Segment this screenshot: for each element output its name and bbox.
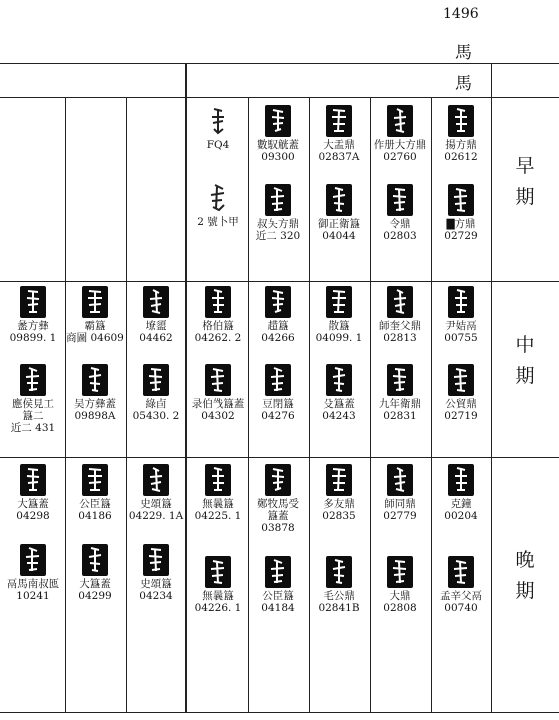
rubbing-glyph-image xyxy=(448,105,474,137)
head-character-variant: 馬 xyxy=(455,74,472,94)
rubbing-glyph-image xyxy=(205,364,231,396)
rubbing-glyph-image xyxy=(265,286,291,318)
catalog-number: 04184 xyxy=(261,602,295,614)
catalog-number: 簋蓋 xyxy=(267,510,289,522)
vessel-name: 趞簋 xyxy=(267,320,289,332)
catalog-number: 04276 xyxy=(261,410,295,422)
catalog-number: 04462 xyxy=(139,332,173,344)
glyph-entry xyxy=(370,556,430,614)
vessel-name: 綠卣 xyxy=(145,398,167,410)
glyph-entry xyxy=(65,364,125,422)
glyph-entry xyxy=(309,364,369,422)
catalog-number: 02837A xyxy=(318,151,360,163)
rubbing-glyph-image xyxy=(205,286,231,318)
glyph-entry xyxy=(248,464,308,534)
glyph-entry xyxy=(3,464,63,522)
glyph-entry xyxy=(126,364,186,422)
vessel-name: 史頌簋 xyxy=(140,498,172,510)
rubbing-glyph-image xyxy=(448,464,474,496)
vessel-name: 數馭觥蓋 xyxy=(257,139,299,151)
catalog-number: 商圖 04609 xyxy=(66,332,124,344)
vessel-name: 史頌簋 xyxy=(140,578,172,590)
rubbing-glyph-image xyxy=(265,105,291,137)
rubbing-glyph-image xyxy=(326,184,352,216)
catalog-number: 02835 xyxy=(322,510,356,522)
glyph-entry xyxy=(3,286,63,344)
vessel-name: 霸簋 xyxy=(84,320,106,332)
vessel-name: 公臣簋 xyxy=(262,590,294,602)
catalog-number: 04099. 1 xyxy=(315,332,363,344)
rubbing-glyph-image xyxy=(20,364,46,396)
vessel-name: 大簋蓋 xyxy=(17,498,49,510)
catalog-number: 02729 xyxy=(444,230,478,242)
period-label-early: 早 期 xyxy=(515,155,535,208)
rubbing-glyph-image xyxy=(326,105,352,137)
rubbing-glyph-image xyxy=(448,184,474,216)
vessel-name: 孟辛父鬲 xyxy=(440,590,482,602)
rubbing-glyph-image xyxy=(387,464,413,496)
glyph-entry xyxy=(248,286,308,344)
catalog-number: 04262. 2 xyxy=(194,332,242,344)
catalog-number: 04229. 1A xyxy=(128,510,184,522)
rubbing-glyph-image xyxy=(265,364,291,396)
catalog-number: 03878 xyxy=(261,522,295,534)
vessel-name: 大盂鼎 xyxy=(323,139,355,151)
rubbing-glyph-image xyxy=(20,286,46,318)
catalog-number: 04302 xyxy=(201,410,235,422)
vessel-name: 揚方鼎 xyxy=(445,139,477,151)
catalog-number: 00740 xyxy=(444,602,478,614)
vessel-name: 無曩簋 xyxy=(202,590,234,602)
vessel-name: 鄭牧馬受 xyxy=(257,498,299,510)
vessel-name: 克鐘 xyxy=(450,498,472,510)
glyph-entry xyxy=(370,286,430,344)
catalog-number: 04243 xyxy=(322,410,356,422)
catalog-number: 02779 xyxy=(383,510,417,522)
glyph-entry xyxy=(309,556,369,614)
catalog-number: 04226. 1 xyxy=(194,602,242,614)
vessel-name: 散簋 xyxy=(328,320,350,332)
glyph-entry xyxy=(65,544,125,602)
glyph-entry xyxy=(431,556,491,614)
glyph-entry xyxy=(370,464,430,522)
table-rule xyxy=(0,63,559,64)
glyph-entry xyxy=(431,364,491,422)
vessel-name: 录伯㦰簋蓋 xyxy=(191,398,245,410)
vessel-name: 御正衛簋 xyxy=(318,218,360,230)
glyph-entry xyxy=(3,364,63,434)
rubbing-glyph-image xyxy=(326,556,352,588)
glyph-entry xyxy=(431,184,491,242)
glyph-entry xyxy=(188,556,248,614)
vessel-name: 2 號卜甲 xyxy=(197,216,239,228)
catalog-number: 04234 xyxy=(139,590,173,602)
glyph-entry xyxy=(126,286,186,344)
rubbing-glyph-image xyxy=(265,464,291,496)
rubbing-glyph-image xyxy=(143,364,169,396)
vessel-name: 吴方彝蓋 xyxy=(74,398,116,410)
vessel-name: ▇方鼎 xyxy=(446,218,476,230)
catalog-number: 04225. 1 xyxy=(194,510,242,522)
rubbing-glyph-image xyxy=(143,464,169,496)
glyph-entry xyxy=(370,364,430,422)
vessel-name: 尹姞鬲 xyxy=(445,320,477,332)
rubbing-glyph-image xyxy=(326,286,352,318)
catalog-number: 05430. 2 xyxy=(132,410,180,422)
rubbing-glyph-image xyxy=(82,286,108,318)
vessel-name: 盠方彝 xyxy=(17,320,49,332)
vessel-name: 令鼎 xyxy=(389,218,411,230)
vessel-name: 師同鼎 xyxy=(384,498,416,510)
vessel-name: 格伯簋 xyxy=(202,320,234,332)
vessel-name: 叔夨方鼎 xyxy=(257,218,299,230)
glyph-entry xyxy=(309,464,369,522)
glyph-entry xyxy=(188,364,248,422)
rubbing-glyph-image xyxy=(387,184,413,216)
vessel-name: 㙩盨 xyxy=(145,320,167,332)
rubbing-glyph-image xyxy=(448,364,474,396)
catalog-number: 近二 320 xyxy=(255,230,301,242)
rubbing-glyph-image xyxy=(82,464,108,496)
glyph-entry xyxy=(188,182,248,228)
rubbing-glyph-image xyxy=(326,464,352,496)
table-rule xyxy=(0,97,559,98)
catalog-number: 09300 xyxy=(261,151,295,163)
catalog-number: 近二 431 xyxy=(10,422,56,434)
rubbing-glyph-image xyxy=(143,544,169,576)
rubbing-glyph-image xyxy=(326,364,352,396)
glyph-entry xyxy=(3,544,63,602)
rubbing-glyph-image xyxy=(205,182,231,214)
period-label-middle: 中 期 xyxy=(515,334,535,387)
glyph-entry xyxy=(126,464,186,522)
rubbing-glyph-image xyxy=(143,286,169,318)
vessel-name: 公貿鼎 xyxy=(445,398,477,410)
glyph-entry xyxy=(309,105,369,163)
glyph-entry xyxy=(248,364,308,422)
catalog-number: 10241 xyxy=(16,590,50,602)
rubbing-glyph-image xyxy=(387,105,413,137)
vessel-name: FQ4 xyxy=(206,139,230,151)
vessel-name: 多友鼎 xyxy=(323,498,355,510)
rubbing-glyph-image xyxy=(205,556,231,588)
rubbing-glyph-image xyxy=(82,364,108,396)
glyph-entry xyxy=(188,105,248,151)
vessel-name: 殳簋蓋 xyxy=(323,398,355,410)
rubbing-glyph-image xyxy=(448,286,474,318)
catalog-number: 02808 xyxy=(383,602,417,614)
catalog-number: 簋二 xyxy=(22,410,44,422)
catalog-number: 00204 xyxy=(444,510,478,522)
glyph-entry xyxy=(431,105,491,163)
vessel-name: 師奎父鼎 xyxy=(379,320,421,332)
glyph-entry xyxy=(188,286,248,344)
catalog-number: 02612 xyxy=(444,151,478,163)
rubbing-glyph-image xyxy=(265,184,291,216)
vessel-name: 豆閉簋 xyxy=(262,398,294,410)
glyph-entry xyxy=(65,286,125,344)
catalog-number: 04298 xyxy=(16,510,50,522)
rubbing-glyph-image xyxy=(387,556,413,588)
catalog-number: 02831 xyxy=(383,410,417,422)
rubbing-glyph-image xyxy=(265,556,291,588)
catalog-number: 09899. 1 xyxy=(9,332,57,344)
rubbing-glyph-image xyxy=(205,105,231,137)
glyph-entry xyxy=(309,286,369,344)
vessel-name: 鬲馬南叔匜 xyxy=(6,578,60,590)
rubbing-glyph-image xyxy=(205,464,231,496)
glyph-entry xyxy=(370,184,430,242)
vessel-name: 毛公鼎 xyxy=(323,590,355,602)
vessel-name: 大鼎 xyxy=(389,590,411,602)
catalog-number: 04186 xyxy=(78,510,112,522)
glyph-entry xyxy=(309,184,369,242)
catalog-number: 02813 xyxy=(383,332,417,344)
rubbing-glyph-image xyxy=(20,544,46,576)
glyph-entry xyxy=(126,544,186,602)
catalog-number: 02841B xyxy=(318,602,360,614)
rubbing-glyph-image xyxy=(448,556,474,588)
catalog-number: 00755 xyxy=(444,332,478,344)
page-number: 1496 xyxy=(443,6,479,22)
catalog-number: 02803 xyxy=(383,230,417,242)
vessel-name: 大簋蓋 xyxy=(79,578,111,590)
table-rule xyxy=(0,281,559,282)
table-rule xyxy=(491,63,492,712)
catalog-number: 04266 xyxy=(261,332,295,344)
glyph-entry xyxy=(431,286,491,344)
glyph-entry xyxy=(370,105,430,163)
rubbing-glyph-image xyxy=(20,464,46,496)
rubbing-glyph-image xyxy=(387,286,413,318)
head-character: 馬 xyxy=(455,43,472,63)
glyph-entry xyxy=(431,464,491,522)
catalog-number: 04044 xyxy=(322,230,356,242)
catalog-number: 04299 xyxy=(78,590,112,602)
glyph-entry xyxy=(248,105,308,163)
catalog-number: 09898A xyxy=(74,410,116,422)
catalog-number: 02760 xyxy=(383,151,417,163)
glyph-entry xyxy=(65,464,125,522)
catalog-number: 02719 xyxy=(444,410,478,422)
table-rule xyxy=(0,712,559,713)
rubbing-glyph-image xyxy=(82,544,108,576)
glyph-entry xyxy=(248,184,308,242)
vessel-name: 公臣簋 xyxy=(79,498,111,510)
glyph-entry xyxy=(248,556,308,614)
glyph-entry xyxy=(188,464,248,522)
vessel-name: 無曩簋 xyxy=(202,498,234,510)
period-label-late: 晚 期 xyxy=(515,549,535,602)
vessel-name: 九年衛鼎 xyxy=(379,398,421,410)
vessel-name: 作册大方鼎 xyxy=(373,139,427,151)
table-rule xyxy=(0,457,559,458)
rubbing-glyph-image xyxy=(387,364,413,396)
vessel-name: 應侯見工 xyxy=(12,398,54,410)
